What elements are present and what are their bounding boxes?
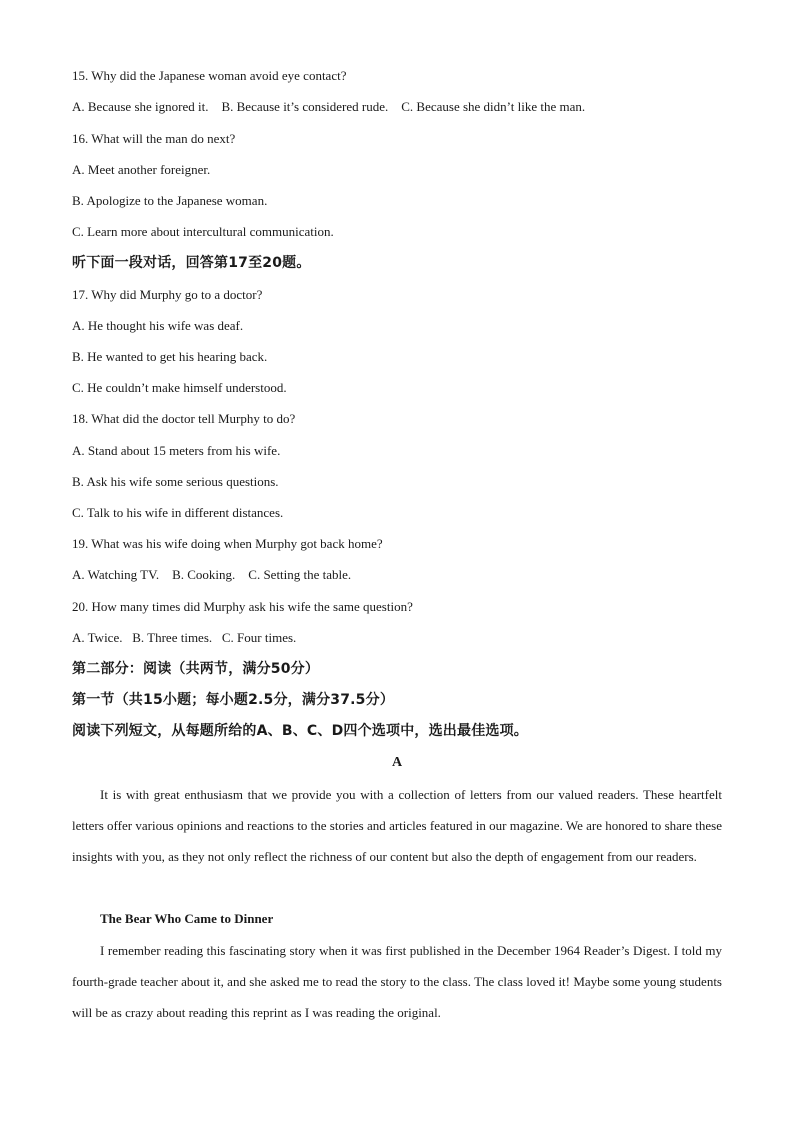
story-title: The Bear Who Came to Dinner [100, 911, 274, 926]
q17-option-a: A. He thought his wife was deaf. [72, 318, 244, 333]
q17-option-b: B. He wanted to get his hearing back. [72, 349, 268, 364]
q16-question: 16. What will the man do next? [72, 131, 236, 146]
q15-options: A. Because she ignored it. B. Because it’s considered rude. C. Because she didn’t like the man. [72, 99, 586, 114]
q18-option-a: A. Stand about 15 meters from his wife. [72, 443, 281, 458]
q19-question: 19. What was his wife doing when Murphy got back home? [72, 536, 383, 551]
reading-instruction: 阅读下列短文，从每题所给的A、B、C、D四个选项中，选出最佳选项。 [72, 723, 528, 739]
q16-option-c: C. Learn more about intercultural communication. [72, 224, 334, 239]
section-one-heading: 第一节（共15小题；每小题2.5分，满分37.5分） [72, 692, 395, 708]
q16-option-b: B. Apologize to the Japanese woman. [72, 193, 268, 208]
q18-option-c: C. Talk to his wife in different distances. [72, 505, 284, 520]
q15-question: 15. Why did the Japanese woman avoid eye contact? [72, 68, 347, 83]
part-two-heading: 第二部分：阅读（共两节，满分50分） [72, 661, 320, 677]
q18-option-b: B. Ask his wife some serious questions. [72, 474, 279, 489]
q17-option-c: C. He couldn’t make himself understood. [72, 380, 287, 395]
q20-question: 20. How many times did Murphy ask his wife the same question? [72, 599, 413, 614]
passage-intro: It is with great enthusiasm that we provide you with a collection of letters from our valued readers. These heartfelt letters offer various opinions and reactions to the stories and articles featured in our magazine. We are honored to share these insights with you, as they not only reflect the richness of our content but also the depth of engagement from our readers. [72, 787, 722, 864]
story-text: I remember reading this fascinating story when it was first published in the December 1964 Reader’s Digest. I told my fourth-grade teacher about it, and she asked me to read the story to the class. The class loved it! Maybe some young students will be as crazy about reading this reprint as I was reading the original. [72, 943, 722, 1020]
q19-options: A. Watching TV. B. Cooking. C. Setting the table. [72, 567, 352, 582]
passage-label: A [391, 755, 403, 770]
q16-option-a: A. Meet another foreigner. [72, 162, 211, 177]
q18-question: 18. What did the doctor tell Murphy to do? [72, 411, 296, 426]
q20-options: A. Twice. B. Three times. C. Four times. [72, 630, 297, 645]
dialog-instruction: 听下面一段对话，回答第17至20题。 [72, 255, 311, 271]
q17-question: 17. Why did Murphy go to a doctor? [72, 287, 263, 302]
